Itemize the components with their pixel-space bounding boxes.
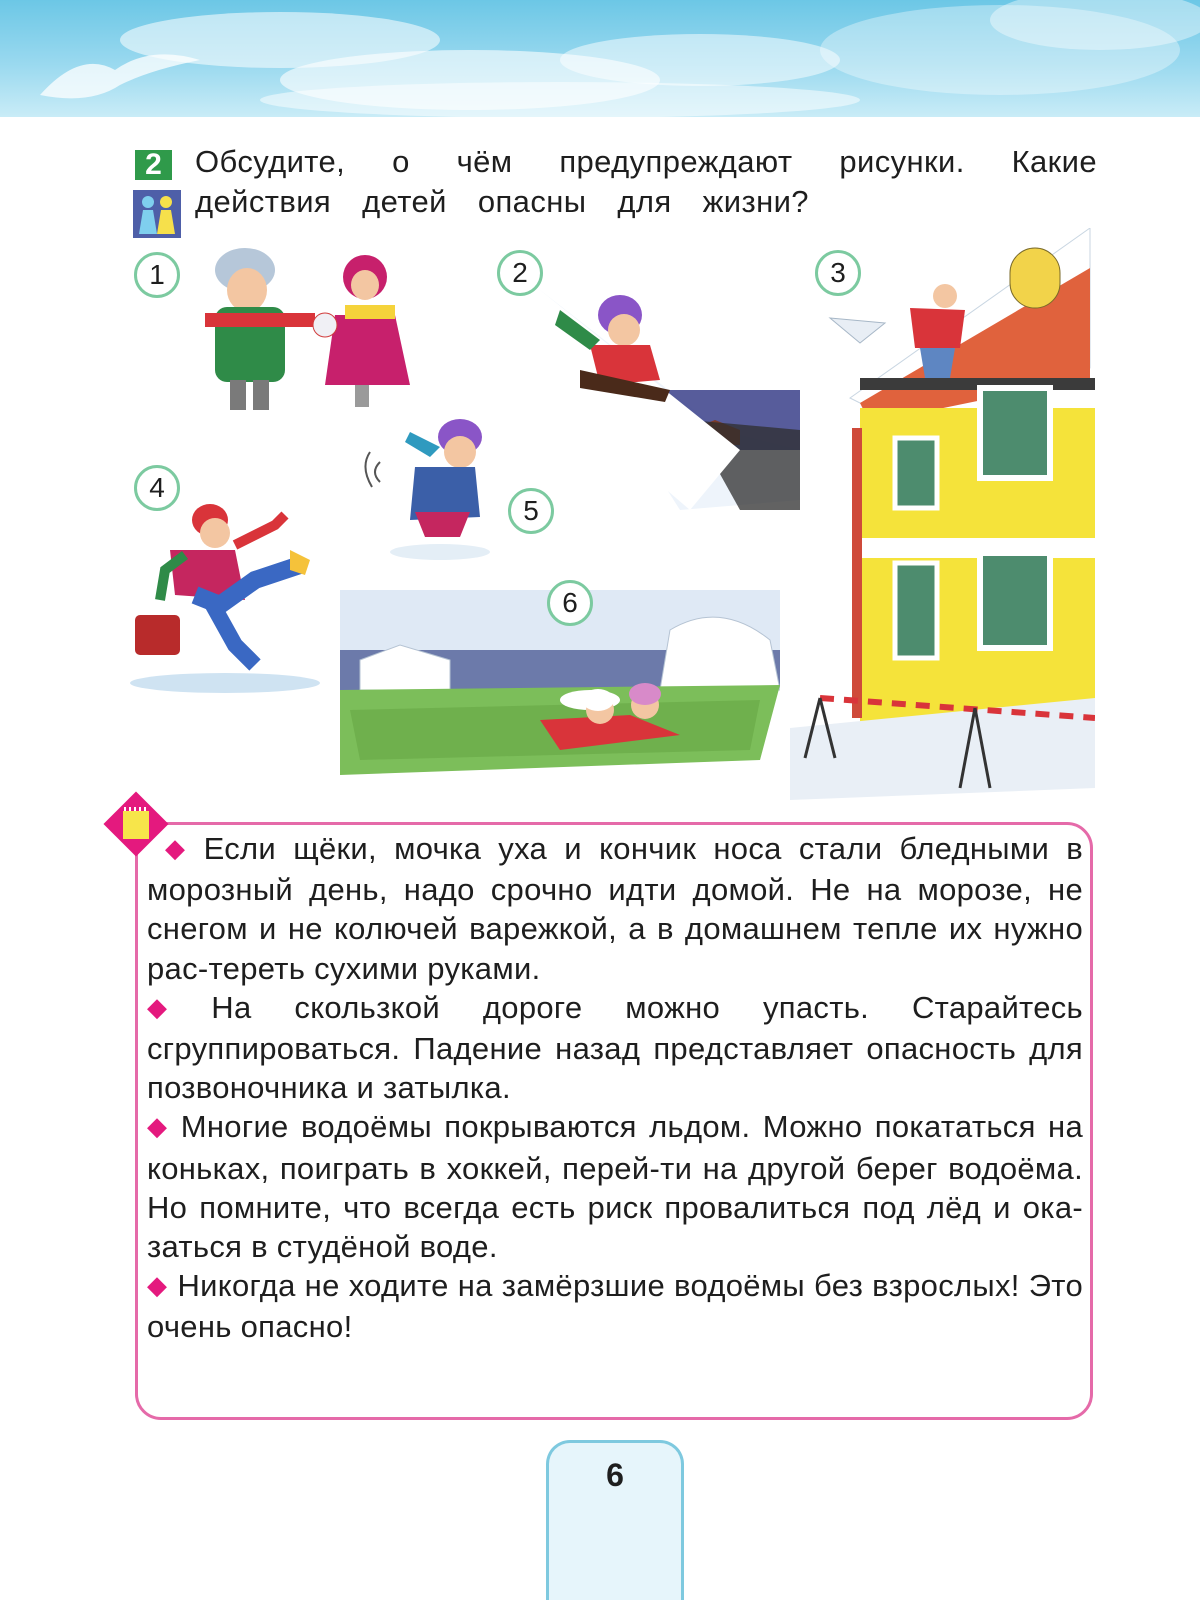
memo-text bbox=[147, 829, 1083, 1347]
sky-illustration bbox=[0, 0, 1200, 117]
illustration-label-5: 5 bbox=[508, 488, 554, 534]
illustration-label-4: 4 bbox=[134, 465, 180, 511]
illustration-1-snowball-children bbox=[185, 245, 435, 415]
memo-paragraph-3: ◆ Многие водоёмы покрываются льдом. Можно покататься на коньках, поиграть в хоккей, перей-ти на другой берег водоёма. Но помните, что всегда есть риск провалиться под лёд и ока-заться в студёной воде. bbox=[147, 1109, 1083, 1265]
illustration-label-3: 3 bbox=[815, 250, 861, 296]
illustration-2-sledding bbox=[540, 270, 800, 530]
illustration-3-roof-snow bbox=[790, 228, 1095, 800]
task-line-2: действия детей опасны для жизни? bbox=[195, 184, 809, 219]
memo-paragraph-1: ◆ Если щёки, мочка уха и кончик носа стали бледными в морозный день, надо срочно идти домой. Не на морозе, не снегом и не колючей варежкой, а в домашнем тепле их нужно рас-тереть сухими руками. bbox=[147, 831, 1084, 986]
header-banner bbox=[0, 0, 1200, 117]
bullet-diamond-icon: ◆ bbox=[147, 1111, 171, 1142]
illustration-5-jumping-child bbox=[360, 412, 500, 562]
memo-paragraph-2: ◆ На скользкой дороге можно упасть. Старайтесь сгруппироваться. Падение назад представляет опасность для позвоночника и затылка. bbox=[147, 989, 1084, 1106]
illustration-4-slipping-boy bbox=[125, 495, 325, 695]
illustration-label-1: 1 bbox=[134, 252, 180, 298]
illustration-label-2: 2 bbox=[497, 250, 543, 296]
pair-work-icon bbox=[133, 190, 181, 238]
task-question bbox=[195, 142, 1097, 222]
bullet-diamond-icon: ◆ bbox=[165, 833, 194, 863]
task-number-badge: 2 bbox=[135, 150, 172, 180]
illustration-label-6: 6 bbox=[547, 580, 593, 626]
bullet-diamond-icon: ◆ bbox=[147, 991, 202, 1022]
page-number: 6 bbox=[546, 1440, 684, 1600]
memo-paragraph-4: ◆ Никогда не ходите на замёрзшие водоёмы без взрослых! Это очень опасно! bbox=[147, 1268, 1083, 1345]
task-line-1: Обсудите, о чём предупреждают рисунки. Какие bbox=[195, 144, 1097, 179]
bullet-diamond-icon: ◆ bbox=[147, 1270, 168, 1301]
